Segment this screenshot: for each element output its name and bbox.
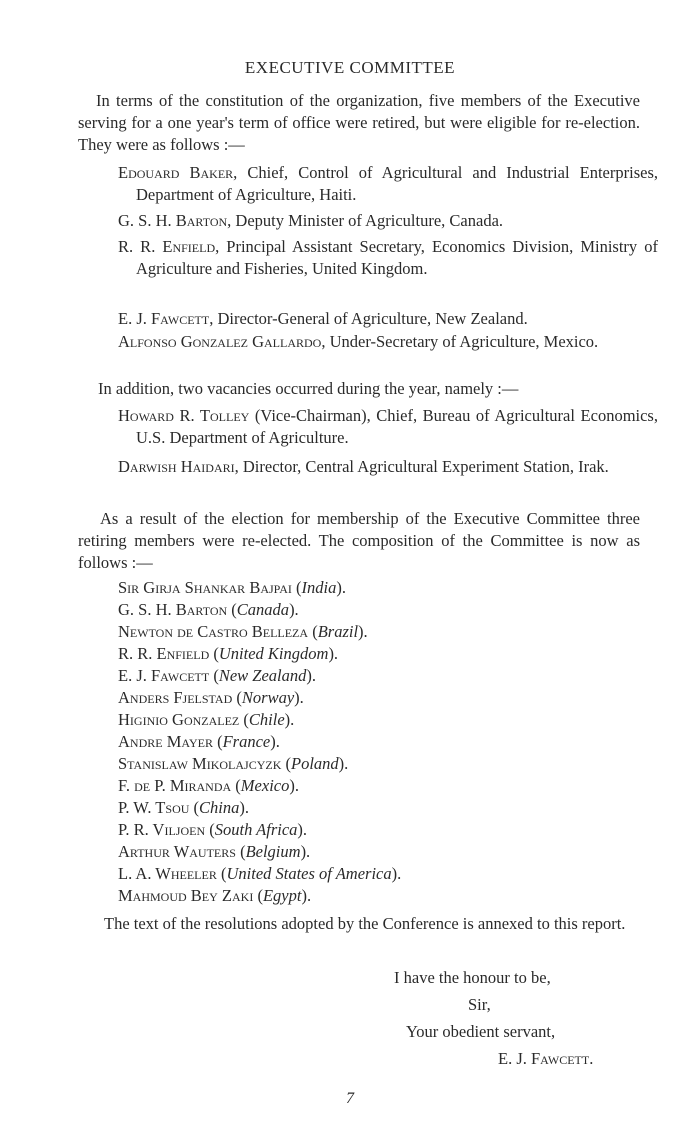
- member-name: Darwish Haidari: [118, 457, 235, 476]
- member-name: G. S. H. Barton: [118, 211, 228, 230]
- committee-member: E. J. Fawcett (New Zealand).: [118, 666, 316, 685]
- closing-salutation: Sir,: [468, 995, 491, 1014]
- retiring-member: [118, 331, 658, 353]
- committee-member: Stanislaw Mikolajcyzk (Poland).: [118, 754, 349, 773]
- intro-paragraph: In terms of the constitution of the organization, five members of the Executive serving for a one year's term of office were retired, but were eligible for re-election. They were as follows :—: [78, 91, 640, 154]
- retiring-member: [118, 308, 658, 330]
- retiring-member: [118, 210, 658, 232]
- committee-member: G. S. H. Barton (Canada).: [118, 600, 299, 619]
- committee-member: Anders Fjelstad (Norway).: [118, 688, 304, 707]
- member-role: , Director, Central Agricultural Experiment Station, Irak.: [234, 457, 609, 476]
- committee-member: Newton de Castro Belleza (Brazil).: [118, 622, 368, 641]
- retiring-member: [118, 236, 658, 280]
- committee-member: Arthur Wauters (Belgium).: [118, 842, 311, 861]
- vacancy-member: [118, 405, 658, 449]
- committee-member: P. W. Tsou (China).: [118, 798, 249, 817]
- member-role: (Vice-Chairman), Chief, Bureau of Agricultural Economics, U.S. Department of Agriculture.: [136, 406, 658, 447]
- closing-line: I have the honour to be,: [394, 968, 551, 987]
- member-role: , Deputy Minister of Agriculture, Canada.: [227, 211, 504, 230]
- committee-member: P. R. Viljoen (South Africa).: [118, 820, 308, 839]
- member-role: , Under-Secretary of Agriculture, Mexico.: [321, 332, 599, 351]
- member-name: Edouard Baker: [118, 163, 234, 182]
- retiring-member: [118, 162, 658, 206]
- committee-member: F. de P. Miranda (Mexico).: [118, 776, 299, 795]
- committee-member: R. R. Enfield (United Kingdom).: [118, 644, 339, 663]
- committee-member: L. A. Wheeler (United States of America).: [118, 864, 402, 883]
- section-heading: EXECUTIVE COMMITTEE: [244, 58, 456, 77]
- committee-member: Mahmoud Bey Zaki (Egypt).: [118, 886, 312, 905]
- member-name: R. R. Enfield: [118, 237, 216, 256]
- committee-member: Sir Girja Shankar Bajpai (India).: [118, 578, 346, 597]
- committee-member: Higinio Gonzalez (Chile).: [118, 710, 295, 729]
- vacancies-paragraph: In addition, two vacancies occurred during the year, namely :—: [98, 379, 519, 398]
- committee-member: Andre Mayer (France).: [118, 732, 280, 751]
- member-role: , Chief, Control of Agricultural and Industrial Enterprises, Department of Agriculture, Haiti.: [136, 163, 658, 204]
- closing-line: Your obedient servant,: [406, 1022, 556, 1041]
- member-name: Alfonso Gonzalez Gallardo: [118, 332, 322, 351]
- vacancy-member: [118, 456, 658, 478]
- page-number: 7: [346, 1090, 354, 1107]
- resolutions-paragraph: The text of the resolutions adopted by the Conference is annexed to this report.: [104, 914, 626, 933]
- composition-paragraph: As a result of the election for membership of the Executive Committee three retiring members were re-elected. The composition of the Committee is now as follows :—: [78, 509, 640, 572]
- member-name: E. J. Fawcett: [118, 309, 210, 328]
- member-role: , Principal Assistant Secretary, Economics Division, Ministry of Agriculture and Fisheries, United Kingdom.: [136, 237, 658, 278]
- member-role: , Director-General of Agriculture, New Zealand.: [209, 309, 528, 328]
- member-name: Howard R. Tolley: [118, 406, 250, 425]
- signature: E. J. Fawcett.: [498, 1049, 594, 1068]
